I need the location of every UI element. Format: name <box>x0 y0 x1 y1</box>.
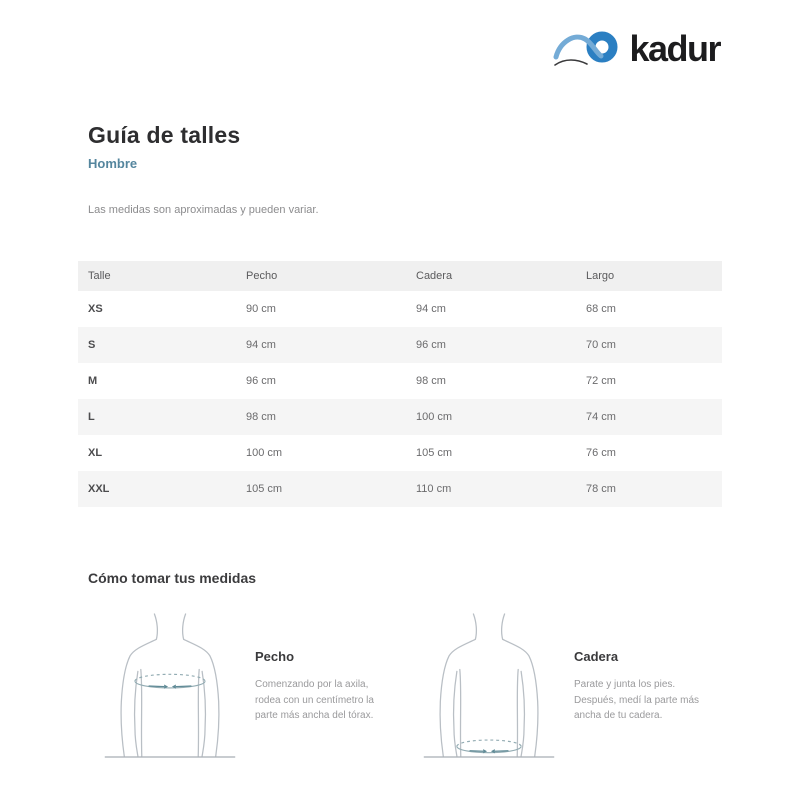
measure-desc-pecho: Comenzando por la axila, rodea con un centímetro la parte más ancha del tórax. <box>255 679 374 721</box>
size-cell-talle: S <box>88 339 96 351</box>
size-cell-largo: 78 cm <box>586 483 616 495</box>
column-header-pecho: Pecho <box>236 261 406 291</box>
size-table-row <box>78 471 722 507</box>
category-label: Hombre <box>88 156 138 171</box>
size-cell-largo: 70 cm <box>586 339 616 351</box>
column-header-talle: Talle <box>78 261 236 291</box>
infinity-swoosh-icon <box>553 26 621 72</box>
measure-name-pecho: Pecho <box>255 649 295 664</box>
torso-hip-measure-figure <box>417 613 561 759</box>
size-cell-talle: XS <box>88 303 103 315</box>
size-cell-cadera: 98 cm <box>416 375 446 387</box>
size-table-row <box>78 291 722 327</box>
size-cell-largo: 72 cm <box>586 375 616 387</box>
torso-chest-measure-figure <box>98 613 242 759</box>
size-cell-cadera: 96 cm <box>416 339 446 351</box>
size-table-row <box>78 327 722 363</box>
size-cell-talle: XXL <box>88 483 110 495</box>
column-header-cadera: Cadera <box>406 261 576 291</box>
size-cell-largo: 68 cm <box>586 303 616 315</box>
size-table-row <box>78 399 722 435</box>
size-cell-largo: 74 cm <box>586 411 616 423</box>
measure-pecho <box>98 613 393 759</box>
measure-instructions <box>78 613 722 759</box>
size-cell-pecho: 90 cm <box>246 303 276 315</box>
column-header-largo: Largo <box>576 261 722 291</box>
size-cell-cadera: 94 cm <box>416 303 446 315</box>
size-table-row <box>78 435 722 471</box>
brand-name: kadur <box>629 28 720 69</box>
how-to-title: Cómo tomar tus medidas <box>88 570 257 586</box>
size-cell-cadera: 110 cm <box>416 483 452 495</box>
size-guide-page <box>78 122 722 759</box>
size-cell-pecho: 94 cm <box>246 339 276 351</box>
size-table-header-row <box>78 261 722 291</box>
size-cell-cadera: 100 cm <box>416 411 453 423</box>
measure-desc-cadera: Parate y junta los pies. Después, medí la parte más ancha de tu cadera. <box>574 679 700 721</box>
size-cell-pecho: 105 cm <box>246 483 283 495</box>
size-cell-talle: XL <box>88 447 103 459</box>
measurements-note: Las medidas son aproximadas y pueden variar. <box>88 204 319 216</box>
size-cell-pecho: 98 cm <box>246 411 276 423</box>
page-title: Guía de talles <box>88 122 241 148</box>
measure-name-cadera: Cadera <box>574 649 619 664</box>
size-cell-pecho: 100 cm <box>246 447 283 459</box>
brand-logo <box>553 26 720 72</box>
size-table-row <box>78 363 722 399</box>
size-table <box>78 261 722 507</box>
size-cell-talle: L <box>88 411 95 423</box>
size-cell-talle: M <box>88 375 98 387</box>
size-cell-pecho: 96 cm <box>246 375 276 387</box>
measure-cadera <box>417 613 712 759</box>
size-cell-largo: 76 cm <box>586 447 616 459</box>
size-cell-cadera: 105 cm <box>416 447 453 459</box>
